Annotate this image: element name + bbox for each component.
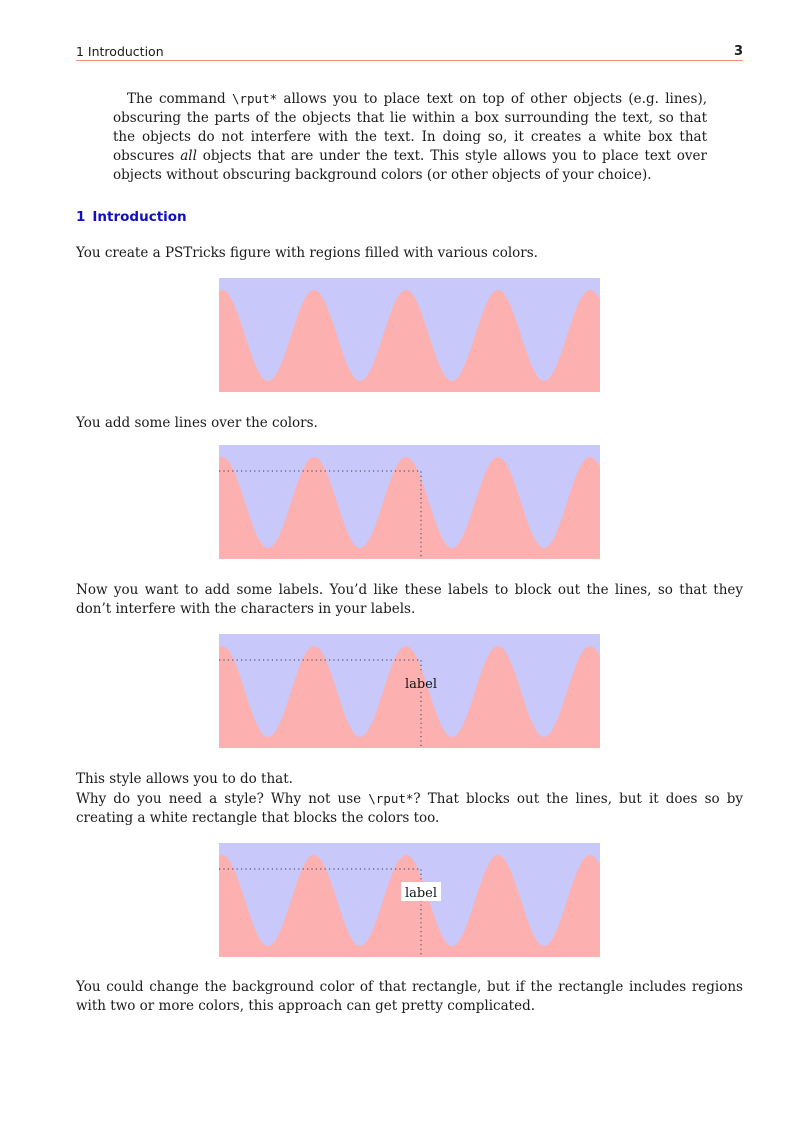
figure-label: label bbox=[404, 677, 438, 692]
paragraph-3: Now you want to add some labels. You’d like these labels to block out the lines, so that they don’t interfere with the characters in your labels. bbox=[76, 582, 743, 617]
abstract-emphasis: all bbox=[180, 148, 197, 164]
rput-command: \rput* bbox=[231, 91, 278, 106]
figure-4 bbox=[219, 843, 600, 957]
figure-2-canvas bbox=[219, 445, 600, 559]
paragraph-4-part-a: Why do you need a style? Why not use bbox=[76, 791, 369, 807]
figure-label: label bbox=[404, 886, 438, 901]
figure-3 bbox=[219, 634, 600, 748]
running-header bbox=[76, 44, 743, 60]
abstract-text bbox=[113, 91, 707, 183]
header-section: 1 Introduction bbox=[76, 44, 164, 59]
figure-1 bbox=[219, 278, 600, 392]
figure-3-canvas bbox=[219, 634, 600, 748]
paragraph-5: You could change the background color of that rectangle, but if the rectangle includes regions with two or more colors, this approach can get pretty complicated. bbox=[76, 979, 743, 1014]
rput-command-inline: \rput* bbox=[368, 791, 414, 806]
section-heading bbox=[76, 209, 187, 225]
figure-2 bbox=[219, 445, 600, 559]
abstract-part1: The command bbox=[127, 91, 232, 107]
paragraph-4-line1: This style allows you to do that. bbox=[76, 771, 293, 787]
abstract-part2: allows you to place text on top of other objects (e.g. lines), obscuring the parts of the objects that lie within a box surrounding the text, so that the objects do not interfere with the text. In doing so, it creates a white box that obscures bbox=[113, 91, 707, 164]
abstract-part3: objects that are under the text. This style allows you to place text over objects without obscuring background colors (or other objects of your choice). bbox=[113, 148, 707, 183]
paragraph-1: You create a PSTricks figure with regions filled with various colors. bbox=[76, 245, 538, 261]
page-number: 3 bbox=[733, 44, 743, 59]
figure-4-canvas bbox=[219, 843, 600, 957]
paragraph-4 bbox=[76, 770, 743, 828]
figure-1-canvas bbox=[219, 278, 600, 392]
section-number: 1 bbox=[76, 209, 86, 225]
section-title: Introduction bbox=[92, 209, 187, 225]
header-rule bbox=[76, 60, 743, 61]
paragraph-2: You add some lines over the colors. bbox=[76, 415, 318, 431]
abstract bbox=[113, 89, 707, 185]
paragraph-4-part-b: ? That blocks out the lines, but it does so by creating a white rectangle that blocks the colors too. bbox=[76, 791, 743, 826]
